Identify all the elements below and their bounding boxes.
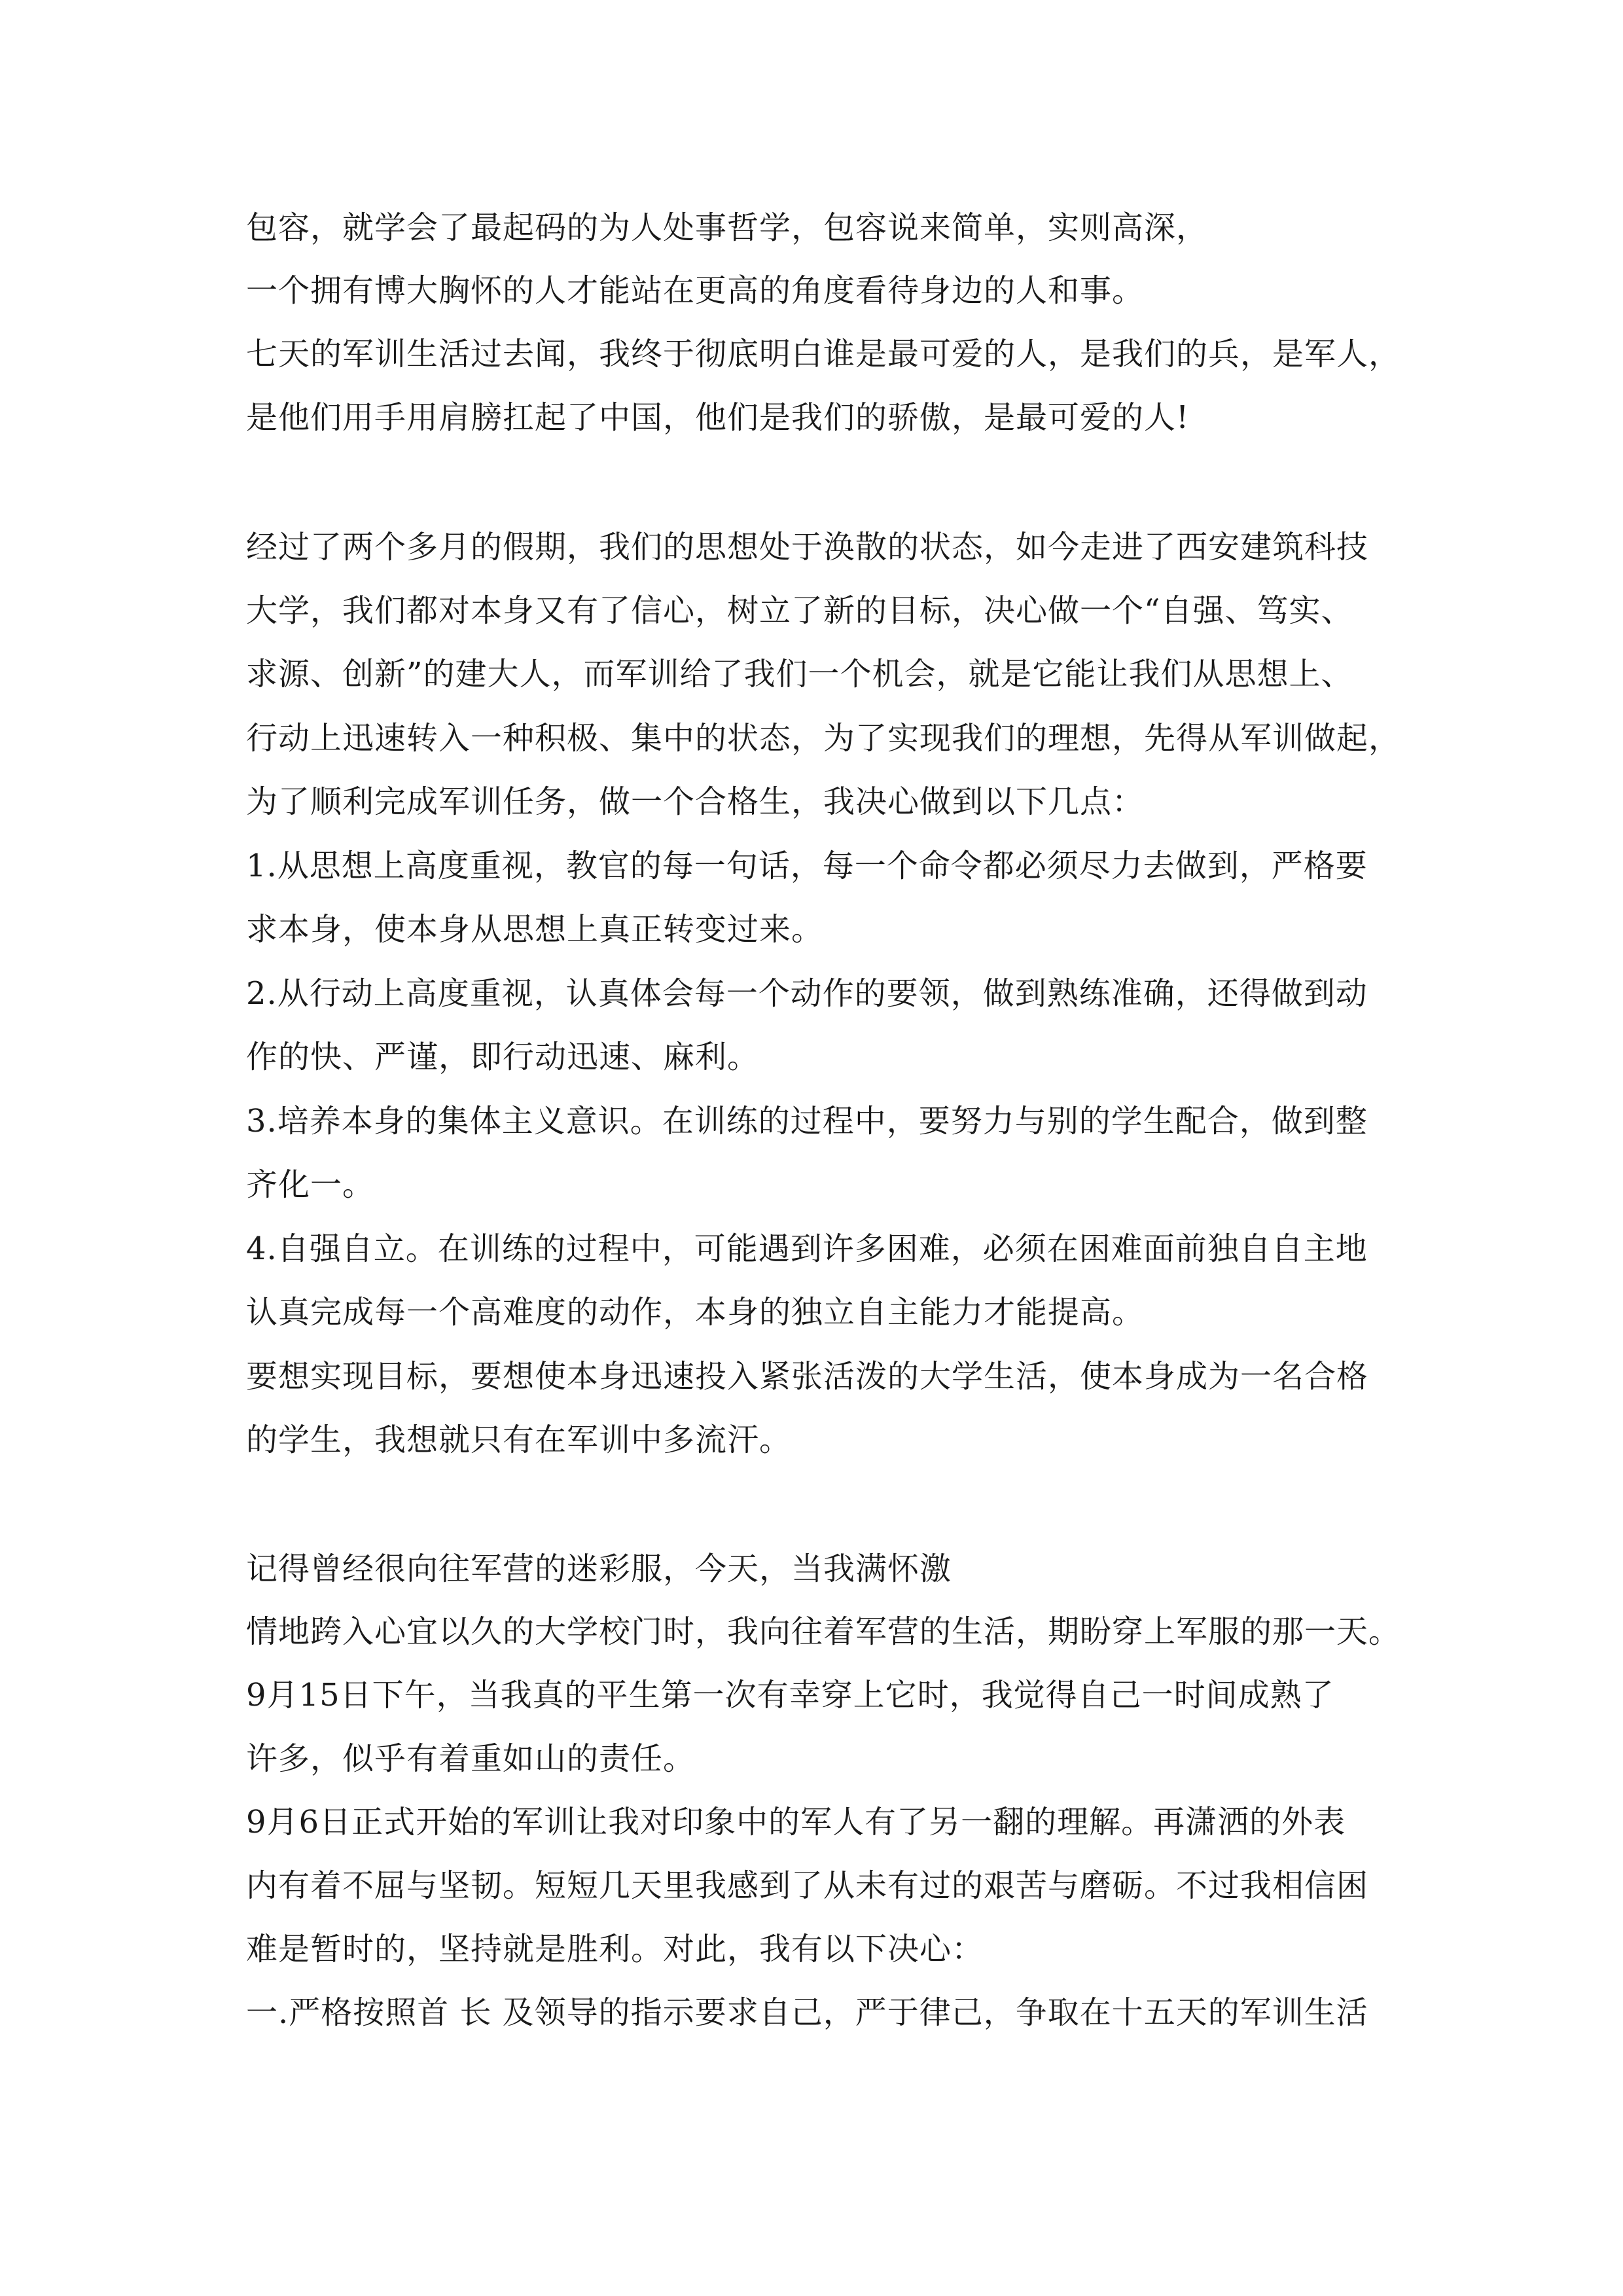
text-line: 许多，似乎有着重如山的责任。 [246,1740,696,1777]
list-item-text: 1.从思想上高度重视，教官的每一句话，每一个命令都必须尽力去做到，严格要 [246,848,1368,884]
text-line: 9月15日下午，当我真的平生第一次有幸穿上它时，我觉得自己一时间成熟了 [246,1677,1334,1713]
text-line: 大学，我们都对本身又有了信心，树立了新的目标，决心做一个“自强、笃实、 [246,592,1353,629]
text-line: 要想实现目标，要想使本身迅速投入紧张活泼的大学生活，使本身成为一名合格 [246,1358,1369,1395]
text-line: 一个拥有博大胸怀的人才能站在更高的角度看待身边的人和事。 [246,272,1145,309]
text-line: 经过了两个多月的假期，我们的思想处于涣散的状态，如今走进了西安建筑科技 [246,529,1369,565]
list-item-text: 2.从行动上高度重视，认真体会每一个动作的要领，做到熟练准确，还得做到动 [246,975,1368,1012]
list-item-text: 齐化一。 [246,1166,375,1203]
text-line: 内有着不屈与坚韧。短短几天里我感到了从未有过的艰苦与磨砺。不过我相信困 [246,1867,1369,1904]
text-line: 求源、创新”的建大人，而军训给了我们一个机会，就是它能让我们从思想上、 [246,656,1353,692]
text-line: 是他们用手用肩膀扛起了中国，他们是我们的骄傲，是最可爱的人! [246,399,1190,436]
list-item-text: 4.自强自立。在训练的过程中，可能遇到许多困难，必须在困难面前独自自主地 [246,1230,1368,1267]
list-item-text: 认真完成每一个高难度的动作，本身的独立自主能力才能提高。 [246,1294,1145,1331]
text-line: 记得曾经很向往军营的迷彩服，今天，当我满怀激 [246,1551,952,1587]
text-line: 难是暂时的，坚持就是胜利。对此，我有以下决心： [246,1931,984,1967]
text-line: 包容，就学会了最起码的为人处事哲学，包容说来简单，实则高深， [246,209,1209,246]
list-item-text: 作的快、严谨，即行动迅速、麻利。 [246,1039,760,1075]
list-item-text: 3.培养本身的集体主义意识。在训练的过程中，要努力与别的学生配合，做到整 [246,1103,1368,1139]
list-item-text: 求本身，使本身从思想上真正转变过来。 [246,911,824,948]
text-line: 情地跨入心宜以久的大学校门时，我向往着军营的生活，期盼穿上军服的那一天。 [246,1613,1401,1650]
text-line: 七天的军训生活过去闻，我终于彻底明白谁是最可爱的人，是我们的兵，是军人， [246,336,1401,372]
text-line: 为了顺利完成军训任务，做一个合格生，我决心做到以下几点： [246,783,1145,820]
text-line: 一.严格按照首 长 及领导的指示要求自己，严于律己，争取在十五天的军训生活 [246,1994,1368,2031]
text-line: 行动上迅速转入一种积极、集中的状态，为了实现我们的理想，先得从军训做起， [246,720,1401,757]
text-line: 的学生，我想就只有在军训中多流汗。 [246,1422,792,1458]
text-line: 9月6日正式开始的军训让我对印象中的军人有了另一翻的理解。再潇洒的外表 [246,1804,1346,1840]
